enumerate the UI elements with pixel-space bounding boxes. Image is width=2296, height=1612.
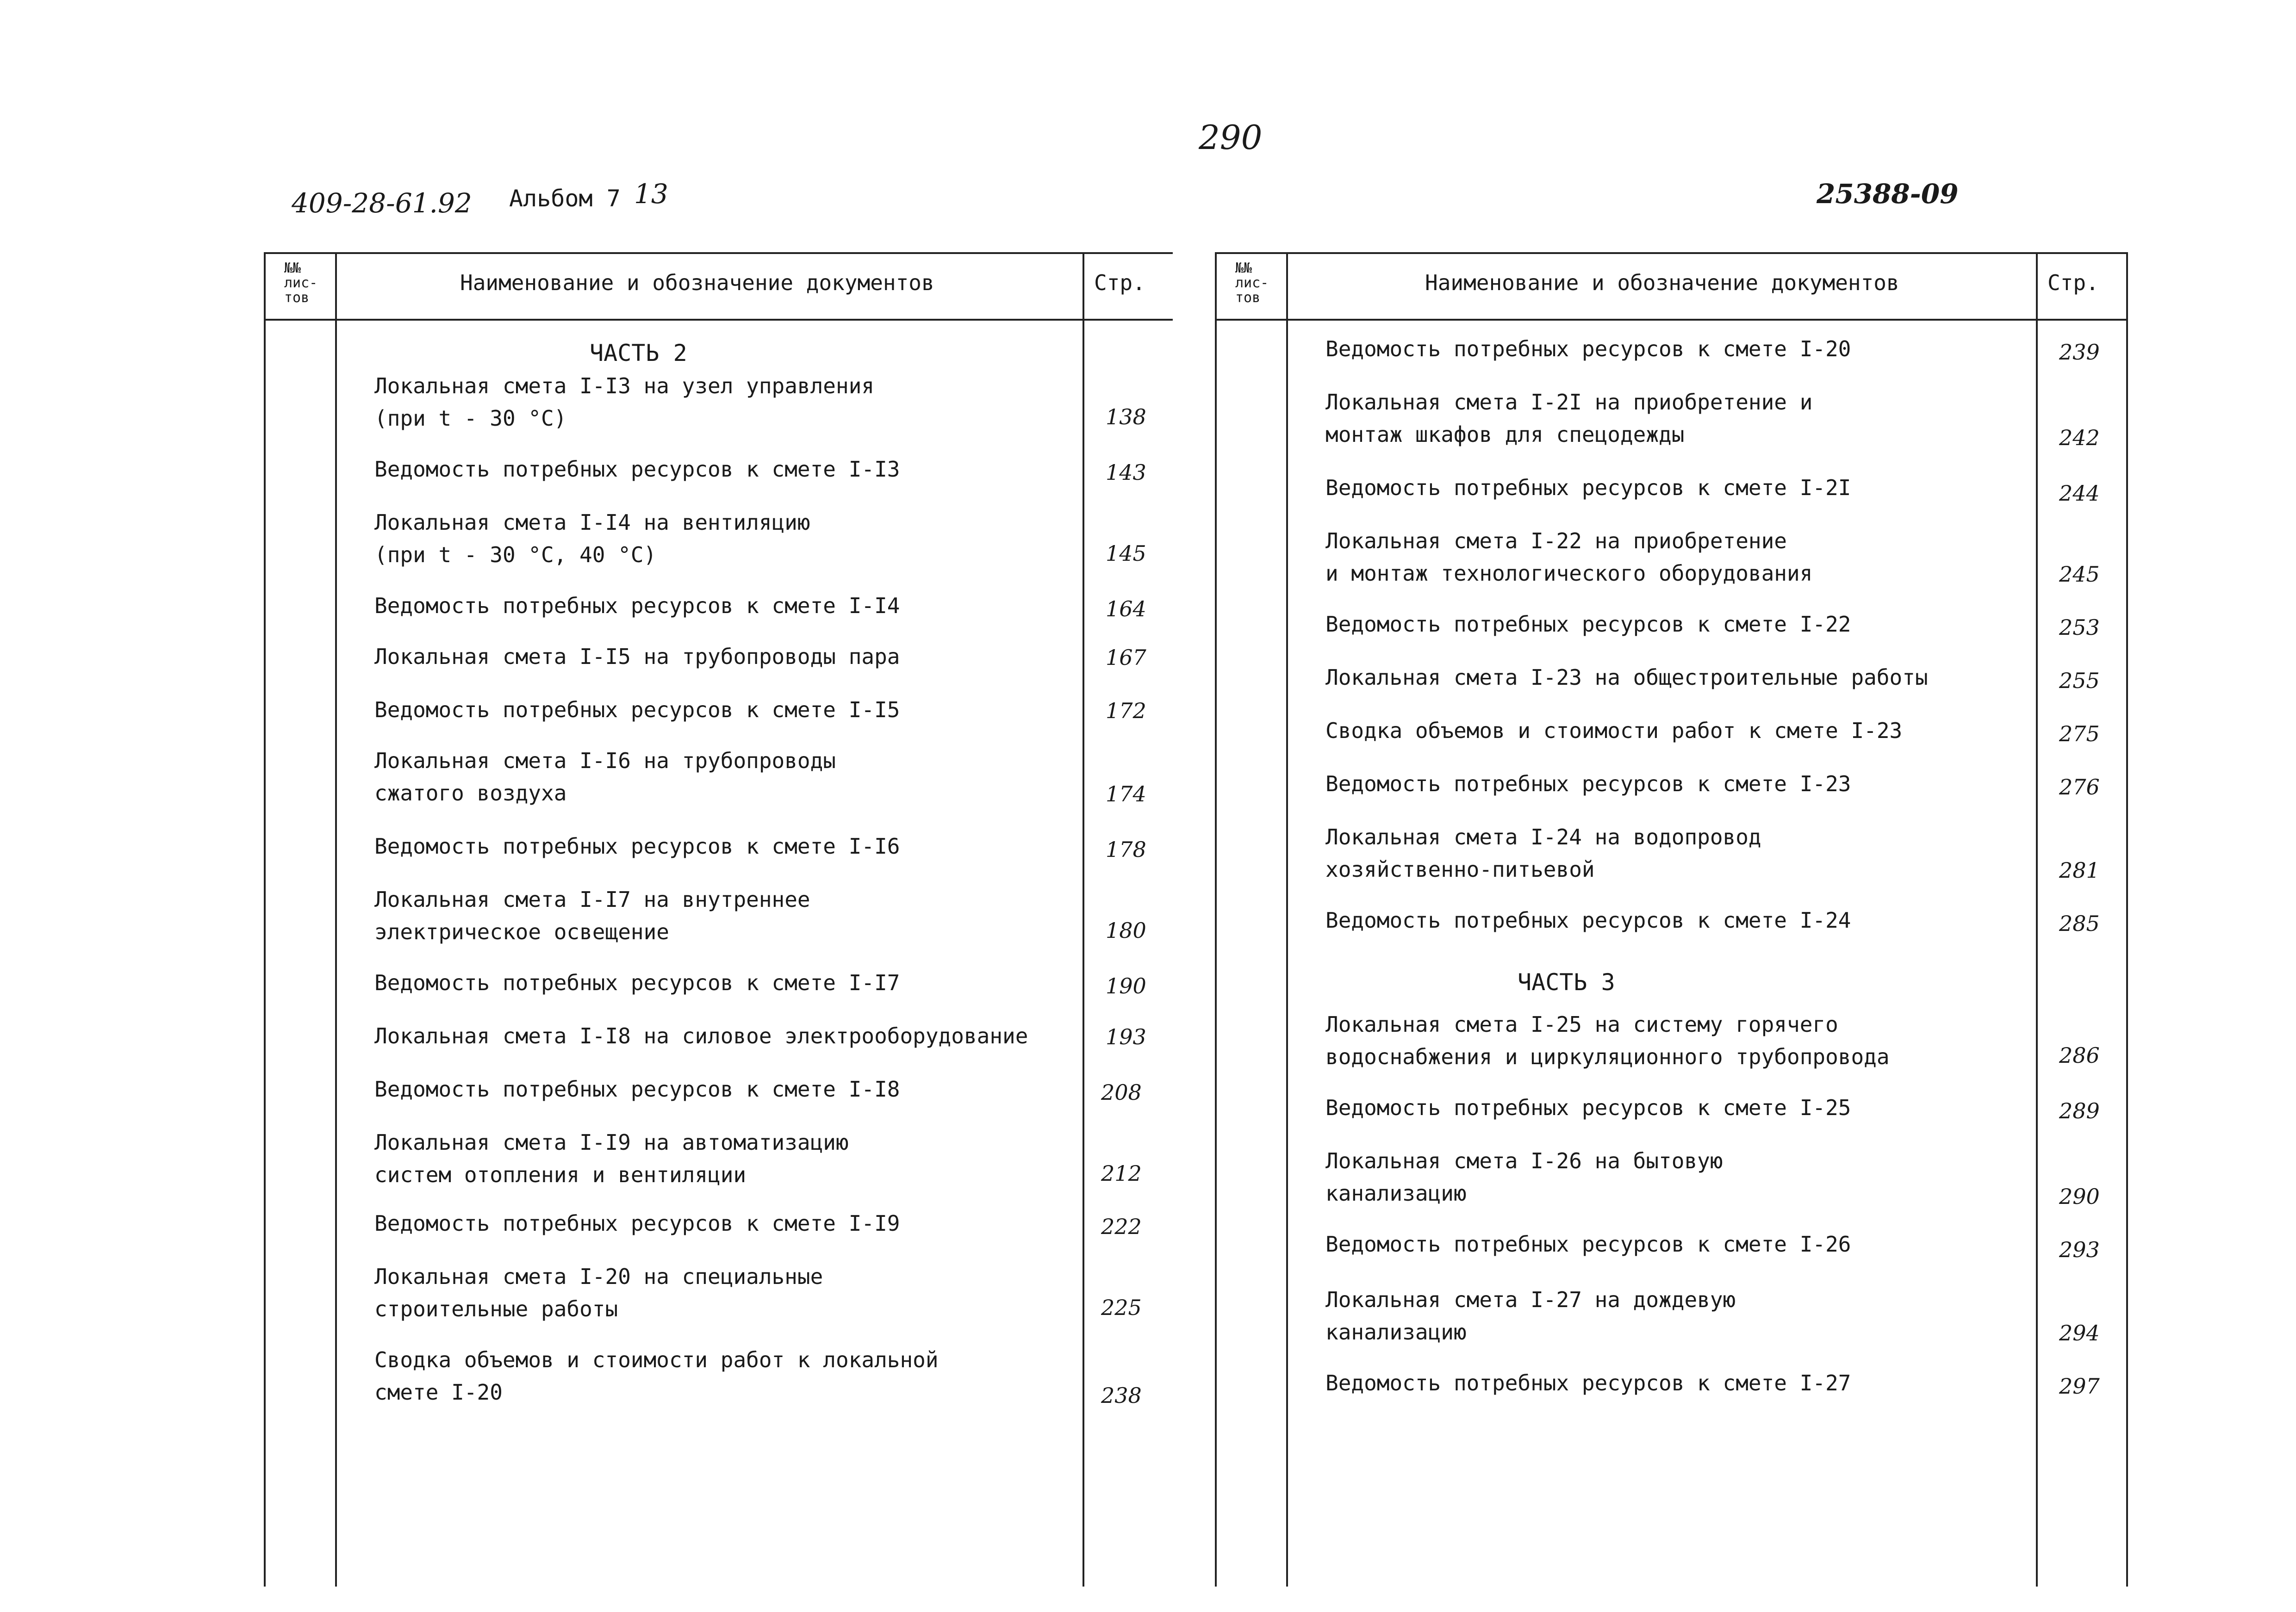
page-ref: 276 <box>2059 775 2100 800</box>
list-item: Ведомость потребных ресурсов к смете I-I3 <box>374 457 900 482</box>
sheets-column-header: №№ лис- тов <box>1235 260 1269 306</box>
page-column-header: Стр. <box>2047 270 2099 295</box>
album-number: 13 <box>634 178 668 210</box>
page-ref: 281 <box>2059 858 2100 883</box>
list-item: Локальная смета I-24 на водопровод хозяйственно-питьевой <box>1325 825 1761 882</box>
list-item: Локальная смета I-I9 на автоматизацию систем отопления и вентиляции <box>374 1130 849 1187</box>
column-divider <box>1083 254 1084 1587</box>
page-ref: 293 <box>2059 1237 2100 1262</box>
list-item: Локальная смета I-I8 на силовое электрооборудование <box>374 1023 1028 1048</box>
list-item: Сводка объемов и стоимости работ к смете I-23 <box>1325 718 1903 743</box>
page-ref: 244 <box>2059 481 2100 506</box>
page-ref: 222 <box>1101 1214 1142 1239</box>
list-item: Ведомость потребных ресурсов к смете I-I7 <box>374 970 900 995</box>
list-item: Ведомость потребных ресурсов к смете I-I6 <box>374 834 900 859</box>
list-item: Ведомость потребных ресурсов к смете I-24 <box>1325 908 1851 933</box>
list-item: Ведомость потребных ресурсов к смете I-20 <box>1325 336 1851 361</box>
list-item: Ведомость потребных ресурсов к смете I-I9 <box>374 1211 900 1236</box>
list-item: Локальная смета I-22 на приобретение и монтаж технологического оборудования <box>1325 528 1813 586</box>
page-ref: 238 <box>1101 1383 1142 1408</box>
album-label: Альбом 7 <box>509 185 621 212</box>
page-ref: 208 <box>1101 1080 1142 1105</box>
list-item: Ведомость потребных ресурсов к смете I-25 <box>1325 1095 1851 1120</box>
list-item: Локальная смета I-25 на систему горячего водоснабжения и циркуляционного трубопровода <box>1325 1012 1890 1069</box>
list-item: Сводка объемов и стоимости работ к локальной смете I-20 <box>374 1347 939 1405</box>
list-item: Локальная смета I-2I на приобретение и монтаж шкафов для спецодежды <box>1325 390 1813 447</box>
page-ref: 239 <box>2059 340 2100 365</box>
page-ref: 275 <box>2059 721 2100 746</box>
page-number: 290 <box>1199 118 1263 157</box>
page-ref: 242 <box>2059 425 2100 450</box>
part-title: ЧАСТЬ 2 <box>590 340 687 366</box>
page-ref: 212 <box>1101 1161 1142 1186</box>
page-ref: 290 <box>2059 1184 2100 1209</box>
list-item: Локальная смета I-I3 на узел управления (при t - 30 °С) <box>374 373 875 431</box>
page-ref: 164 <box>1106 596 1146 621</box>
contents-table-left <box>264 252 1173 1587</box>
list-item: Ведомость потребных ресурсов к смете I-22 <box>1325 612 1851 637</box>
list-item: Локальная смета I-I6 на трубопроводы сжатого воздуха <box>374 748 836 806</box>
title-column-header: Наименование и обозначение документов <box>460 270 934 295</box>
page-ref: 294 <box>2059 1321 2100 1345</box>
page-ref: 190 <box>1106 973 1146 998</box>
list-item: Локальная смета I-20 на специальные строительные работы <box>374 1264 823 1321</box>
column-divider <box>335 254 337 1587</box>
list-item: Локальная смета I-I4 на вентиляцию (при t - 30 °С, 40 °С) <box>374 510 810 567</box>
title-column-header: Наименование и обозначение документов <box>1425 270 1899 295</box>
page-ref: 172 <box>1106 698 1146 723</box>
page-ref: 178 <box>1106 837 1146 862</box>
page-ref: 255 <box>2059 668 2100 693</box>
archive-code: 25388-09 <box>1817 178 1959 210</box>
page-ref: 174 <box>1106 781 1146 806</box>
list-item: Ведомость потребных ресурсов к смете I-26 <box>1325 1232 1851 1257</box>
list-item: Ведомость потребных ресурсов к смете I-I5 <box>374 697 900 722</box>
page-ref: 225 <box>1101 1295 1142 1320</box>
list-item: Ведомость потребных ресурсов к смете I-I8 <box>374 1077 900 1102</box>
list-item: Ведомость потребных ресурсов к смете I-I4 <box>374 593 900 618</box>
list-item: Локальная смета I-I5 на трубопроводы пара <box>374 644 900 669</box>
list-item: Ведомость потребных ресурсов к смете I-27 <box>1325 1370 1851 1395</box>
page-ref: 167 <box>1106 645 1146 670</box>
page-ref: 285 <box>2059 911 2100 936</box>
page-ref: 143 <box>1106 460 1146 485</box>
column-divider <box>1286 254 1288 1587</box>
page-ref: 193 <box>1106 1024 1146 1049</box>
header-divider <box>1217 319 2126 321</box>
list-item: Ведомость потребных ресурсов к смете I-2I <box>1325 475 1851 500</box>
list-item: Локальная смета I-I7 на внутреннее электрическое освещение <box>374 887 810 944</box>
page-ref: 145 <box>1106 541 1146 566</box>
header-divider <box>266 319 1173 321</box>
page-ref: 245 <box>2059 562 2100 587</box>
column-divider <box>2036 254 2038 1587</box>
list-item: Локальная смета I-27 на дождевую канализацию <box>1325 1287 1736 1345</box>
page-ref: 286 <box>2059 1043 2100 1068</box>
part-title: ЧАСТЬ 3 <box>1518 969 1615 996</box>
page-ref: 289 <box>2059 1098 2100 1123</box>
page-ref: 138 <box>1106 404 1146 429</box>
page-ref: 180 <box>1106 918 1146 943</box>
page-ref: 253 <box>2059 615 2100 640</box>
list-item: Ведомость потребных ресурсов к смете I-23 <box>1325 771 1851 796</box>
list-item: Локальная смета I-26 на бытовую канализацию <box>1325 1148 1723 1206</box>
list-item: Локальная смета I-23 на общестроительные работы <box>1325 665 1928 690</box>
sheets-column-header: №№ лис- тов <box>284 260 318 306</box>
page-ref: 297 <box>2059 1374 2100 1399</box>
page-column-header: Стр. <box>1094 270 1145 295</box>
document-code: 409-28-61.92 <box>292 187 472 219</box>
contents-table-right <box>1215 252 2128 1587</box>
